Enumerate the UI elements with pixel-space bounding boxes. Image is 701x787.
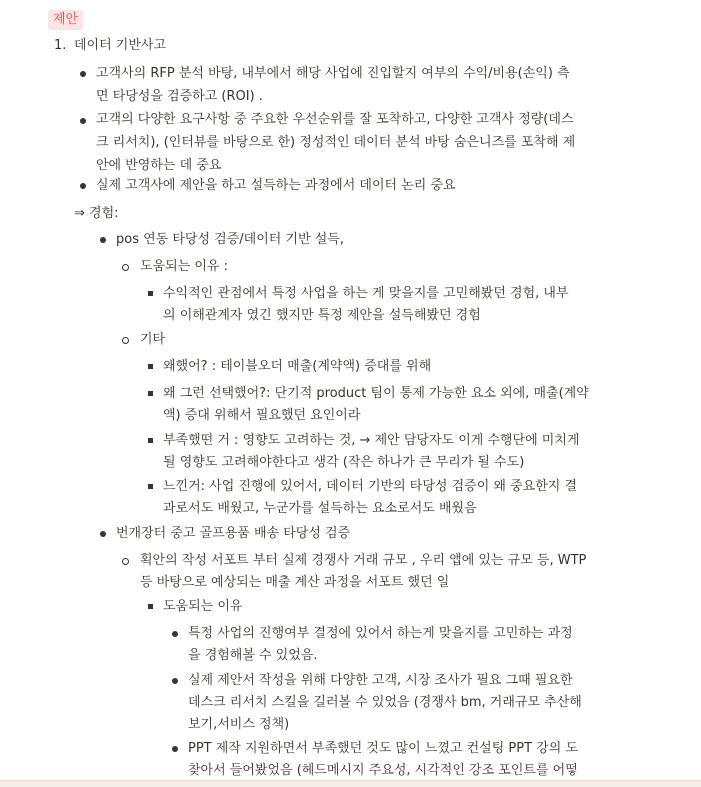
point-2-line-2: 크 리서치), (인터뷰를 바탕으로 한) 정성적인 데이터 분석 바탕 숨은니즈를 포착해 제: [96, 135, 576, 150]
point-2-line-3: 안에 반영하는 데 중요: [96, 158, 222, 173]
exp1-etc-item-3-line-2: 될 영향도 고려해야한다고 생각 (작은 하나가 큰 무리가 될 수도): [163, 455, 525, 470]
exp1-etc-item-4-line-1: 느낀거: 사업 진행에 있어서, 데이터 기반의 타당성 검증이 왜 중요한지 결: [163, 479, 578, 494]
bullet-circle-icon: [122, 264, 129, 271]
bullet-square-icon: [148, 604, 153, 609]
experience-label: ⇒ 경험:: [74, 206, 119, 221]
bullet-circle-icon: [122, 337, 129, 344]
exp2-help-label: 도움되는 이유: [163, 599, 243, 614]
exp2-help-item-2-line-2: 데스크 리서치 스킬을 길러볼 수 있었음 (경쟁사 bm, 거래규모 추산해: [188, 695, 582, 710]
tag-badge[interactable]: 제안: [48, 10, 83, 30]
exp2-title: 번개장터 중고 골프용품 배송 타당성 검증: [116, 526, 351, 541]
exp2-help-item-2-line-1: 실제 제안서 작성을 위해 다양한 고객, 시장 조사가 필요 그때 필요한: [188, 673, 573, 688]
exp2-help-item-3-line-1: PPT 제작 지원하면서 부족했던 것도 많이 느꼈고 컨설팅 PPT 강의 도: [188, 741, 578, 756]
exp1-etc-label: 기타: [140, 332, 166, 347]
bullet-disc-icon: [80, 71, 86, 77]
bullet-disc-icon: [172, 678, 178, 684]
exp1-etc-item-2-line-2: 액) 증대 위해서 필요했던 요인이라: [163, 408, 361, 423]
exp1-help-label: 도움되는 이유 :: [140, 259, 228, 274]
bullet-disc-icon: [80, 183, 86, 189]
exp1-etc-item-1: 왜했어? : 테이블오더 매출(계약액) 증대를 위해: [163, 359, 432, 374]
bullet-square-icon: [148, 484, 153, 489]
exp2-help-item-1-line-2: 을 경험해볼 수 있었음.: [188, 648, 318, 663]
point-3-line-1: 실제 고객사에 제안을 하고 설득하는 과정에서 데이터 논리 중요: [96, 178, 456, 193]
point-1-line-2: 면 타당성을 검증하고 (ROI) .: [96, 89, 263, 104]
exp2-desc-line-1: 획안의 작성 서포트 부터 실제 경쟁사 거래 규모 , 우리 앱에 있는 규모 등, WTP: [140, 553, 587, 568]
bullet-disc-icon: [172, 746, 178, 752]
exp2-help-item-1-line-1: 특정 사업의 진행여부 결정에 있어서 하는게 맞을지를 고민하는 과정: [188, 626, 573, 641]
exp2-help-item-3-line-2: 찾아서 들어봤었음 (헤드메시지 주요성, 시각적인 강조 포인트를 어떻: [188, 763, 578, 778]
bullet-square-icon: [148, 438, 153, 443]
exp1-help-item-line-2: 의 이해관계자 였긴 했지만 특정 제안을 설득해봤던 경험: [163, 308, 481, 323]
bullet-disc-icon: [80, 118, 86, 124]
exp1-etc-item-3-line-1: 부족했떤 거 : 영향도 고려하는 것, → 제안 담당자도 이게 수행단에 미치게: [163, 433, 580, 448]
exp2-help-item-2-line-3: 보기,서비스 정책): [188, 717, 290, 732]
bullet-disc-icon: [100, 237, 106, 243]
bullet-disc-icon: [172, 631, 178, 637]
exp2-desc-line-2: 등 바탕으로 예상되는 매출 계산 과정을 서포트 했던 일: [140, 575, 450, 590]
exp1-help-item-line-1: 수익적인 관점에서 특정 사업을 하는 게 맞을지를 고민해봤던 경험, 내부: [163, 286, 569, 301]
section-number: 1.: [54, 38, 67, 53]
bullet-disc-icon: [100, 531, 106, 537]
bullet-square-icon: [148, 364, 153, 369]
exp1-etc-item-2-line-1: 왜 그런 선택했어?: 단기적 product 팀이 통제 가능한 요소 외에, 매출(계약: [163, 386, 589, 401]
bullet-square-icon: [148, 391, 153, 396]
point-2-line-1: 고객의 다양한 요구사항 중 주요한 우선순위를 잘 포착하고, 다양한 고객사 정량(데스: [96, 112, 574, 127]
exp1-title: pos 연동 타당성 검증/데이터 기반 설득,: [116, 232, 344, 247]
exp1-etc-item-4-line-2: 과로서도 배웠고, 누군가를 설득하는 요소로서도 배웠음: [163, 501, 477, 516]
point-1-line-1: 고객사의 RFP 분석 바탕, 내부에서 해당 사업에 진입할지 여부의 수익/비용(손익) 측: [96, 66, 570, 81]
bullet-circle-icon: [122, 558, 129, 565]
bullet-square-icon: [148, 291, 153, 296]
section-title: 데이터 기반사고: [74, 38, 167, 53]
